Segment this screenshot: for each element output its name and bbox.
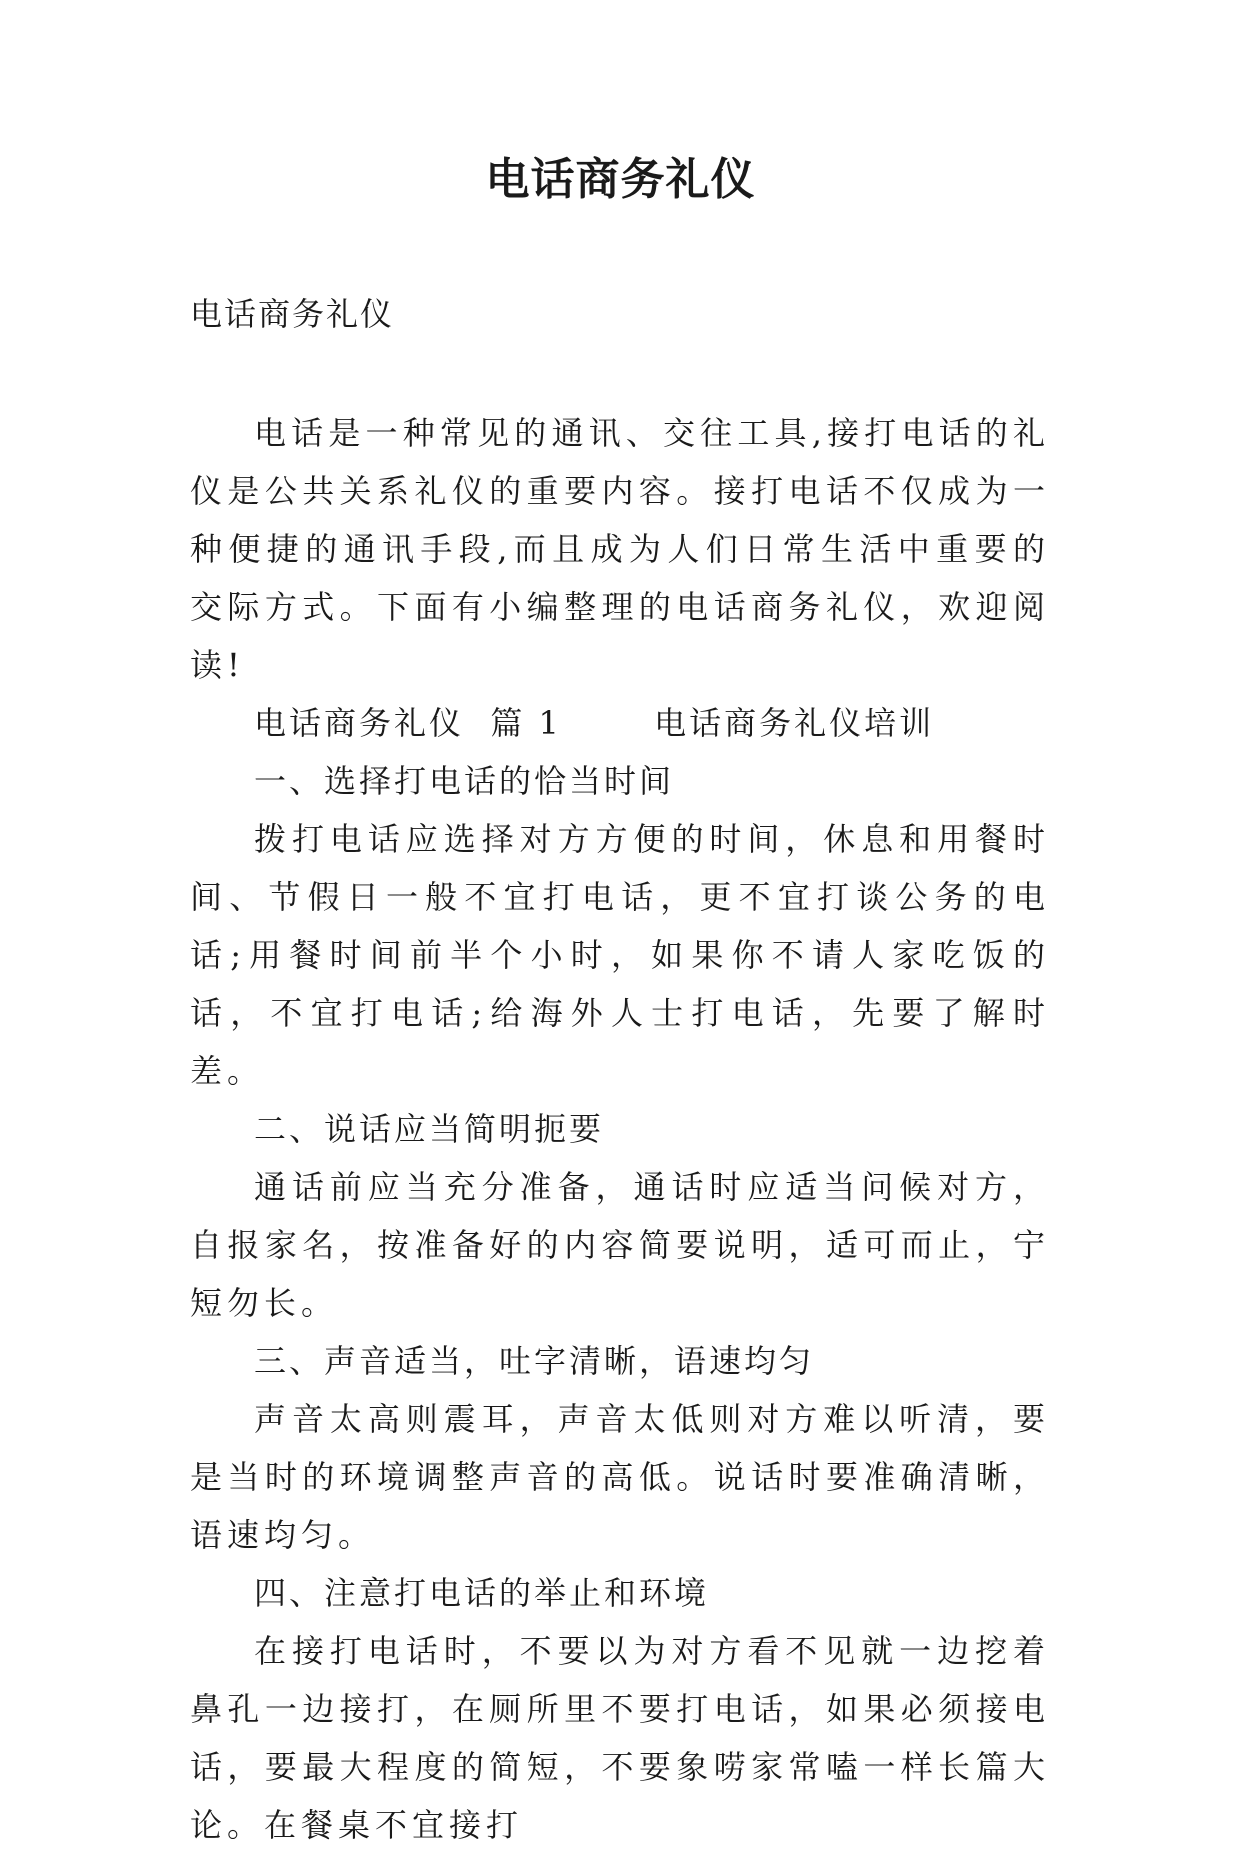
body-paragraph: 声音太高则震耳，声音太低则对方难以听清，要是当时的环境调整声音的高低。说话时要准确清晰，语速均匀。	[190, 1400, 1050, 1554]
section-heading: 一、选择打电话的恰当时间	[254, 762, 675, 800]
section-heading: 三、声音适当，吐字清晰，语速均匀	[254, 1342, 815, 1380]
intro-paragraph: 电话是一种常见的通讯、交往工具,接打电话的礼仪是公共关系礼仪的重要内容。接打电话不仅成为一种便捷的通讯手段,而且成为人们日常生活中重要的交际方式。下面有小编整理的电话商务礼仪，欢迎阅读!	[190, 414, 1050, 684]
body-paragraph: 通话前应当充分准备，通话时应适当问候对方，自报家名，按准备好的内容简要说明，适可而止，宁短勿长。	[190, 1168, 1050, 1322]
body-paragraph: 拨打电话应选择对方方便的时间，休息和用餐时间、节假日一般不宜打电话，更不宜打谈公务的电话;用餐时间前半个小时，如果你不请人家吃饭的话，不宜打电话;给海外人士打电话，先要了解时差。	[190, 820, 1050, 1090]
document-subtitle: 电话商务礼仪	[190, 295, 395, 333]
body-paragraph: 在接打电话时，不要以为对方看不见就一边挖着鼻孔一边接打，在厕所里不要打电话，如果必须接电话，要最大程度的简短，不要象唠家常嗑一样长篇大论。在餐桌不宜接打	[190, 1632, 1050, 1844]
section-heading: 电话商务礼仪 篇 1 电话商务礼仪培训	[254, 704, 935, 742]
document-title: 电话商务礼仪	[485, 154, 756, 205]
section-heading: 四、注意打电话的举止和环境	[254, 1574, 710, 1612]
document-body	[190, 404, 1050, 1854]
section-heading: 二、说话应当简明扼要	[254, 1110, 605, 1148]
